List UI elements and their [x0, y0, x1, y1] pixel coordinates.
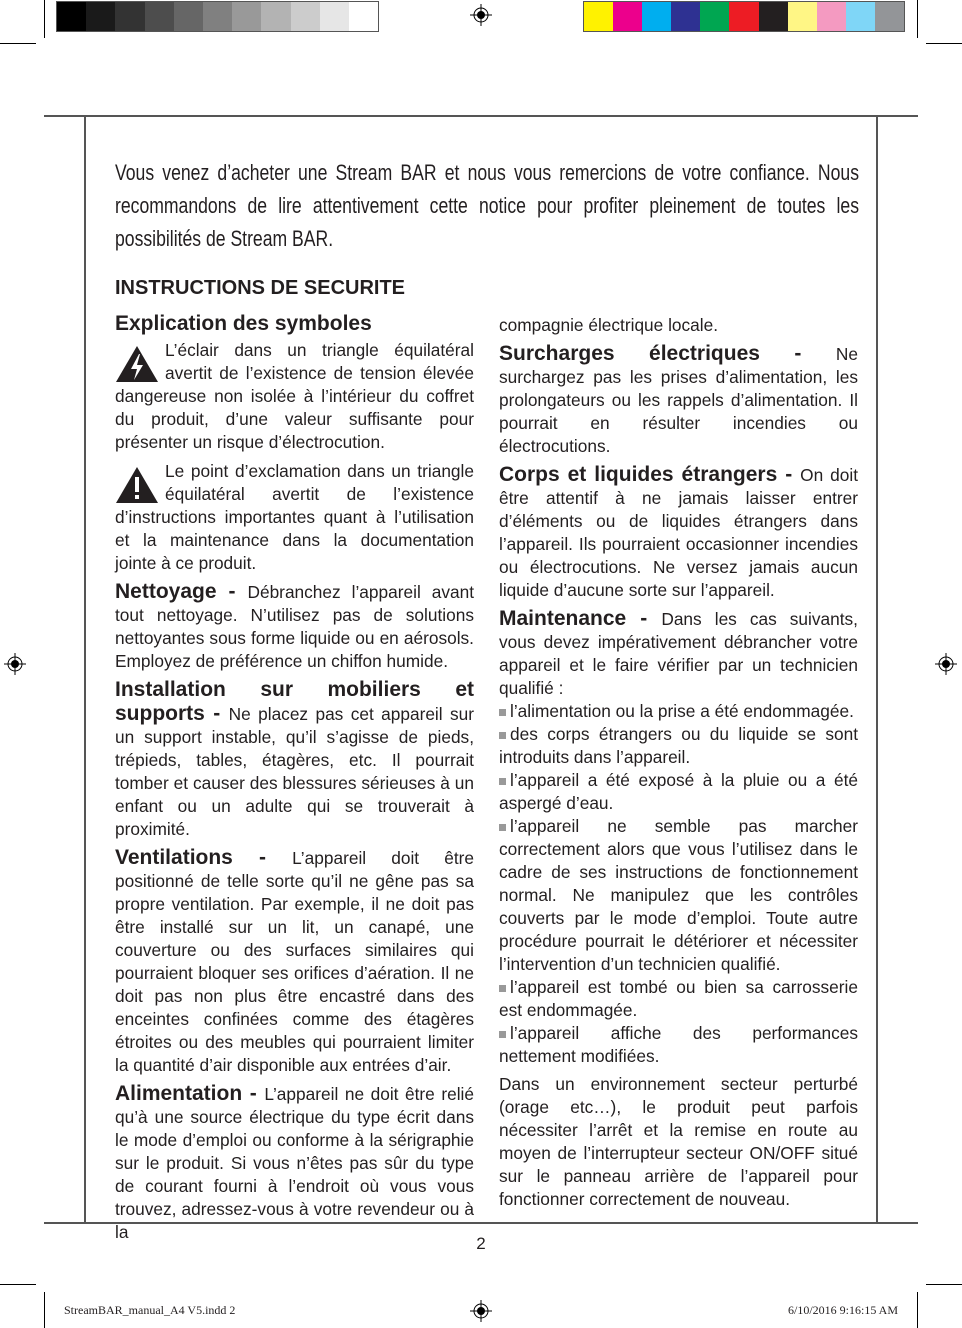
- slug-filename: StreamBAR_manual_A4 V5.indd 2: [64, 1303, 236, 1317]
- right-column: [499, 314, 858, 1216]
- color-swatch: [203, 2, 232, 31]
- maintenance-section: Maintenance - Dans les cas suivants, vous devez impérativement débrancher votre appareil et le faire vérifier par un technicien qualifié :: [499, 607, 858, 698]
- frame-right-rule: [876, 116, 878, 1223]
- ventilation-section: Ventilations - L’appareil doit être positionné de telle sorte qu’il ne gêne pas sa propre ventilation. Par exemple, il ne doit pas être installé sur un lit, un canapé, une couverture ou des surfaces similaires qui pourraient bloquer ses orifices d’aération. Il ne doit pas non plus être encastré dans des enceintes confinées comme des étagères étroites ou des meubles qui pourraient limiter la quantité d’air disponible aux entrées d’air.: [115, 846, 474, 1075]
- exclamation-warning-icon: [115, 466, 159, 504]
- bullet-item: l’appareil affiche des performances nettement modifiées.: [499, 1023, 858, 1066]
- bullet-item: des corps étrangers ou du liquide se sont introduits dans l’appareil.: [499, 724, 858, 767]
- color-swatch: [584, 2, 613, 31]
- crop-mark: [926, 1284, 962, 1285]
- frame-top-rule: [44, 115, 918, 117]
- installation-section: Installation sur mobiliers et supports - Ne placez pas cet appareil sur un support instable, qu’il s’agisse de pieds, trépieds, tables, étagères, etc. Il pourrait tomber et causer des blessures sérieuses à un enfant ou un adulte qui se trouverait à proximité.: [115, 678, 474, 839]
- crop-mark: [0, 43, 36, 44]
- registration-mark-icon: [935, 653, 957, 675]
- bullet-item: l’alimentation ou la prise a été endommagée.: [499, 700, 858, 723]
- bullet-icon: [499, 824, 506, 831]
- color-swatch: [642, 2, 671, 31]
- lightning-paragraph: L’éclair dans un triangle équilatéral avertit de l’existence de tension élevée dangereuse non isolée à l’intérieur du coffret du produit, d’une valeur suffisante pour présenter un risque d’électrocution.: [115, 340, 474, 452]
- color-swatch: [817, 2, 846, 31]
- color-swatch: [86, 2, 115, 31]
- left-column: [115, 312, 474, 1249]
- bullet-icon: [499, 709, 506, 716]
- color-swatch: [788, 2, 817, 31]
- color-swatch: [57, 2, 86, 31]
- color-swatch: [115, 2, 144, 31]
- color-swatch: [671, 2, 700, 31]
- color-swatch: [232, 2, 261, 31]
- exclamation-paragraph: Le point d’exclamation dans un triangle équilatéral avertit de l’existence d’instructions importantes quant à l’utilisation et la maintenance dans la documentation jointe à ce produit.: [115, 461, 474, 573]
- color-swatch: [729, 2, 758, 31]
- frame-left-rule: [84, 116, 86, 1223]
- bullet-item: l’appareil ne semble pas marcher correctement alors que vous l’utilisez dans le cadre de ses instructions de fonctionnement normal. Ne manipulez que les contrôles couverts par le mode d’emploi. Toute autre procédure pourrait le détériorer et nécessiter l’intervention d’un technicien qualifié.: [499, 816, 858, 974]
- grayscale-color-bar: [56, 1, 379, 32]
- symbols-title: Explication des symboles: [115, 312, 372, 335]
- crop-mark: [917, 1292, 918, 1328]
- color-swatch: [291, 2, 320, 31]
- color-swatch: [875, 2, 904, 31]
- color-swatch: [174, 2, 203, 31]
- page-number: 2: [476, 1234, 486, 1253]
- crop-mark: [926, 43, 962, 44]
- closing-paragraph: Dans un environnement secteur perturbé (orage etc…), le produit peut parfois nécessiter l’arrêt et la remise en route au moyen de l’interrupteur secteur ON/OFF situé sur le panneau arrière de l’appareil pour fonctionner correctement de nouveau.: [499, 1074, 858, 1209]
- intro-paragraph: Vous venez d’acheter une Stream BAR et nous vous remercions de votre confiance. Nous recommandons de lire attentivement cette notice pour profiter pleinement de toutes les possibilités de Stream BAR.: [115, 160, 859, 251]
- bullet-item: l’appareil a été exposé à la pluie ou a été aspergé d’eau.: [499, 770, 858, 813]
- crop-mark: [917, 0, 918, 38]
- crop-mark: [0, 1284, 36, 1285]
- color-swatch: [846, 2, 875, 31]
- color-swatch: [349, 2, 378, 31]
- bullet-icon: [499, 985, 506, 992]
- cleaning-section: Nettoyage - Débranchez l’appareil avant tout nettoyage. N’utilisez pas de solutions nettoyantes sous forme liquide ou en aérosols. Employez de préférence un chiffon humide.: [115, 580, 475, 671]
- bullet-icon: [499, 732, 506, 739]
- lightning-warning-icon: [115, 345, 159, 383]
- bullet-item: l’appareil est tombé ou bien sa carrosserie est endommagée.: [499, 977, 858, 1020]
- bullet-icon: [499, 778, 506, 785]
- color-swatch: [759, 2, 788, 31]
- continuation-text: compagnie électrique locale.: [499, 315, 719, 335]
- crop-mark: [44, 1292, 45, 1328]
- process-color-bar: [583, 1, 905, 32]
- power-section: Alimentation - L’appareil ne doit être relié qu’à une source électrique du type écrit dans le mode d’emploi ou conforme à la sérigraphie sur le produit. Si vous n’êtes pas sûr du type de courant fourni à l’endroit où vous vous trouvez, adressez-vous à votre revendeur ou à la: [115, 1082, 474, 1242]
- color-swatch: [261, 2, 290, 31]
- color-swatch: [145, 2, 174, 31]
- registration-mark-icon: [470, 1300, 492, 1322]
- section-title: INSTRUCTIONS DE SECURITE: [115, 277, 406, 299]
- registration-mark-icon: [470, 4, 492, 26]
- color-swatch: [320, 2, 349, 31]
- slug-timestamp: 6/10/2016 9:16:15 AM: [787, 1303, 898, 1317]
- foreign-objects-section: Corps et liquides étrangers - On doit être attentif à ne jamais laisser entrer d’éléments ou de liquides étrangers dans l’appareil. Ils pourraient occasionner incendies ou électrocutions. Ne versez jamais aucun liquide d’aucune sorte sur l’appareil.: [499, 463, 858, 600]
- color-swatch: [700, 2, 729, 31]
- color-swatch: [613, 2, 642, 31]
- bullet-icon: [499, 1031, 506, 1038]
- crop-mark: [44, 0, 45, 38]
- overload-section: Surcharges électriques - Ne surchargez pas les prises d’alimentation, les prolongateurs ou les rappels d’alimentation. Il pourrait en résulter incendies ou électrocutions.: [499, 342, 858, 456]
- registration-mark-icon: [4, 653, 26, 675]
